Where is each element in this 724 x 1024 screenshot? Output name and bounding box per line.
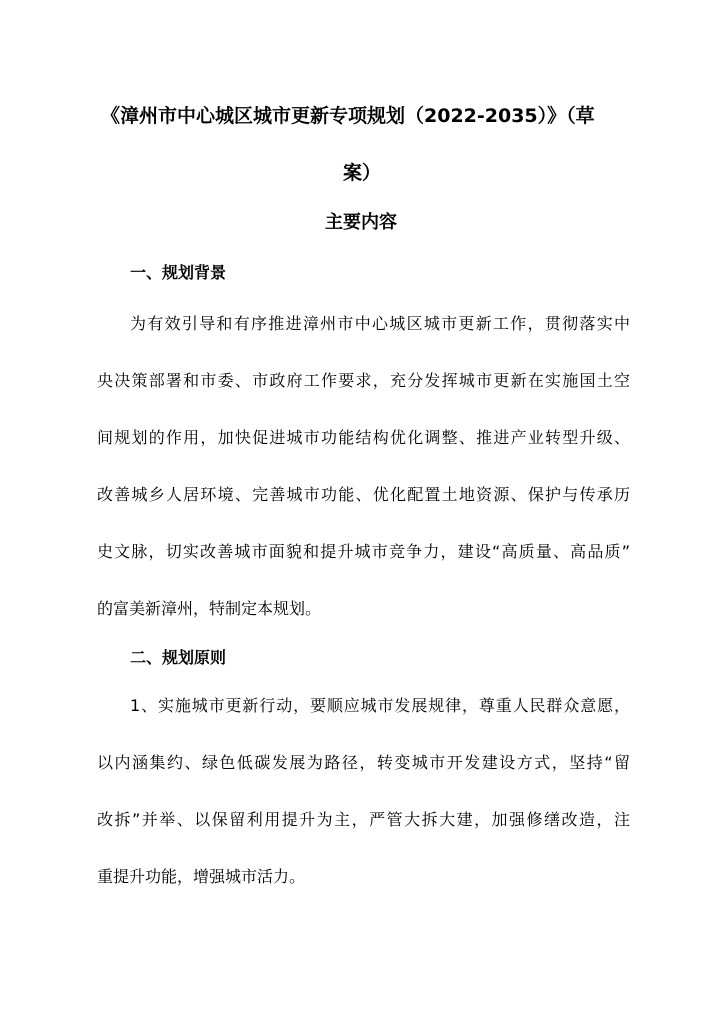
document-title-line-2: 案）	[343, 162, 382, 184]
document-subtitle: 主要内容	[325, 212, 397, 233]
paragraph-line: 1、实施城市更新行动，要顺应城市发展规律，尊重人民群众意愿，	[130, 696, 630, 715]
paragraph-line: 改善城乡人居环境、完善城市功能、优化配置土地资源、保护与传承历	[97, 485, 630, 504]
paragraph-line: 间规划的作用，加快促进城市功能结构优化调整、推进产业转型升级、	[97, 428, 630, 447]
paragraph-line: 的富美新漳州，特制定本规划。	[97, 599, 322, 618]
paragraph-line: 史文脉，切实改善城市面貌和提升城市竞争力，建设“高质量、高品质”	[97, 542, 630, 561]
paragraph-line: 改拆”并举、以保留利用提升为主，严管大拆大建，加强修缮改造，注	[97, 810, 630, 829]
section-heading-background: 一、规划背景	[130, 263, 227, 282]
document-title-line-1: 《漳州市中心城区城市更新专项规划（2022-2035）》（草	[101, 105, 595, 127]
paragraph-line: 重提升功能，增强城市活力。	[97, 867, 306, 886]
paragraph-line: 以内涵集约、绿色低碳发展为路径，转变城市开发建设方式，坚持“留	[97, 753, 630, 772]
section-heading-principles: 二、规划原则	[130, 648, 227, 667]
paragraph-line: 央决策部署和市委、市政府工作要求，充分发挥城市更新在实施国土空	[97, 371, 630, 390]
paragraph-line: 为有效引导和有序推进漳州市中心城区城市更新工作，贯彻落实中	[130, 314, 630, 333]
